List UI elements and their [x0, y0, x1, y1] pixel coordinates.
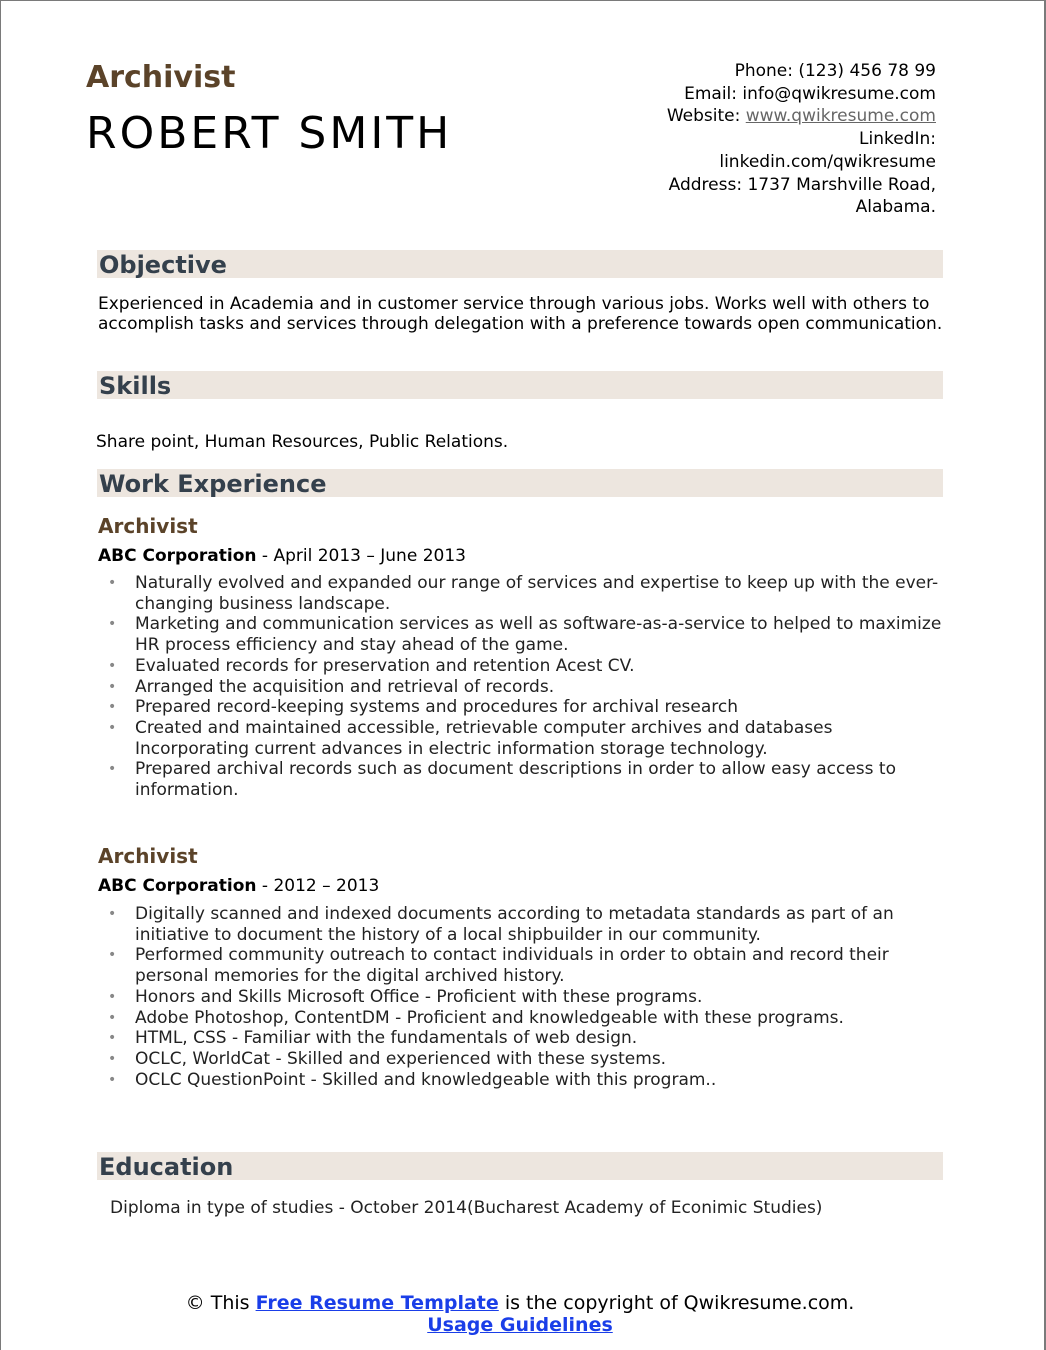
education-section-header — [97, 1152, 943, 1180]
list-item: • Digitally scanned and indexed documents according to metadata standards as part of an initiative to document the history of a local shipbuilder in our community. — [108, 904, 944, 945]
objective-section-header — [97, 250, 943, 278]
skills-section-header — [97, 371, 943, 399]
free-resume-template-link[interactable]: Free Resume Template — [255, 1292, 499, 1314]
footer-prefix: © This — [185, 1292, 256, 1314]
header-job-title: Archivist — [86, 60, 236, 95]
contact-linkedin-value: linkedin.com/qwikresume — [719, 151, 936, 172]
list-item: • Naturally evolved and expanded our range of services and expertise to keep up with the ever-changing business landscape. — [108, 573, 944, 614]
usage-guidelines-link[interactable]: Usage Guidelines — [427, 1314, 613, 1336]
education-text: Diploma in type of studies - October 2014(Bucharest Academy of Econimic Studies) — [110, 1198, 823, 1218]
list-item: • Adobe Photoshop, ContentDM - Proficient and knowledgeable with these programs. — [108, 1008, 944, 1029]
list-item: • Marketing and communication services as well as software-as-a-service to helped to maximize HR process efficiency and stay ahead of the game. — [108, 614, 944, 655]
skills-heading: Skills — [99, 372, 172, 400]
list-item: • Honors and Skills Microsoft Office - Proficient with these programs. — [108, 987, 944, 1008]
footer-copyright — [150, 1292, 890, 1336]
experience-1-company-line — [98, 546, 466, 566]
experience-2-title: Archivist — [98, 844, 198, 868]
contact-address-line1: Address: 1737 Marshville Road, — [668, 174, 936, 195]
education-heading: Education — [99, 1153, 234, 1181]
list-item: • OCLC, WorldCat - Skilled and experienced with these systems. — [108, 1049, 944, 1070]
list-item: • Prepared record-keeping systems and procedures for archival research — [108, 697, 944, 718]
experience-2-dates: - 2012 – 2013 — [256, 876, 380, 896]
experience-2-bullets — [108, 904, 944, 1090]
contact-address-line2: Alabama. — [855, 197, 936, 218]
list-item: • Created and maintained accessible, retrievable computer archives and databases Incorporating current advances in electric information storage technology. — [108, 718, 944, 759]
work-experience-heading: Work Experience — [99, 470, 327, 498]
contact-website-label: Website: — [666, 106, 746, 127]
contact-phone: Phone: (123) 456 78 99 — [734, 61, 936, 81]
work-experience-section-header — [97, 469, 943, 497]
contact-linkedin-label: LinkedIn: — [859, 129, 936, 150]
footer-middle: is the copyright of Qwikresume.com. — [498, 1292, 855, 1314]
objective-heading: Objective — [99, 251, 227, 279]
skills-text: Share point, Human Resources, Public Relations. — [96, 432, 509, 452]
list-item: • HTML, CSS - Familiar with the fundamentals of web design. — [108, 1028, 944, 1049]
experience-2-company-line — [98, 876, 379, 896]
list-item: • Prepared archival records such as document descriptions in order to allow easy access to information. — [108, 759, 944, 800]
contact-website — [616, 105, 936, 128]
experience-1-title: Archivist — [98, 514, 198, 538]
experience-1-bullets — [108, 573, 944, 801]
contact-email: Email: info@qwikresume.com — [684, 83, 936, 104]
list-item: • OCLC QuestionPoint - Skilled and knowledgeable with this program.. — [108, 1070, 944, 1091]
list-item: • Arranged the acquisition and retrieval of records. — [108, 677, 944, 698]
objective-text: Experienced in Academia and in customer service through various jobs. Works well with others to accomplish tasks and services through delegation with a preference towards open communication. — [98, 294, 943, 334]
experience-1-dates: - April 2013 – June 2013 — [256, 546, 466, 566]
contact-block — [616, 60, 936, 219]
experience-2-company: ABC Corporation — [98, 876, 257, 896]
website-link[interactable]: www.qwikresume.com — [745, 106, 936, 127]
experience-1-company: ABC Corporation — [98, 546, 257, 566]
candidate-name: ROBERT SMITH — [86, 108, 453, 159]
list-item: • Performed community outreach to contact individuals in order to obtain and record their personal memories for the digital archived history. — [108, 945, 944, 986]
list-item: • Evaluated records for preservation and retention Acest CV. — [108, 656, 944, 677]
